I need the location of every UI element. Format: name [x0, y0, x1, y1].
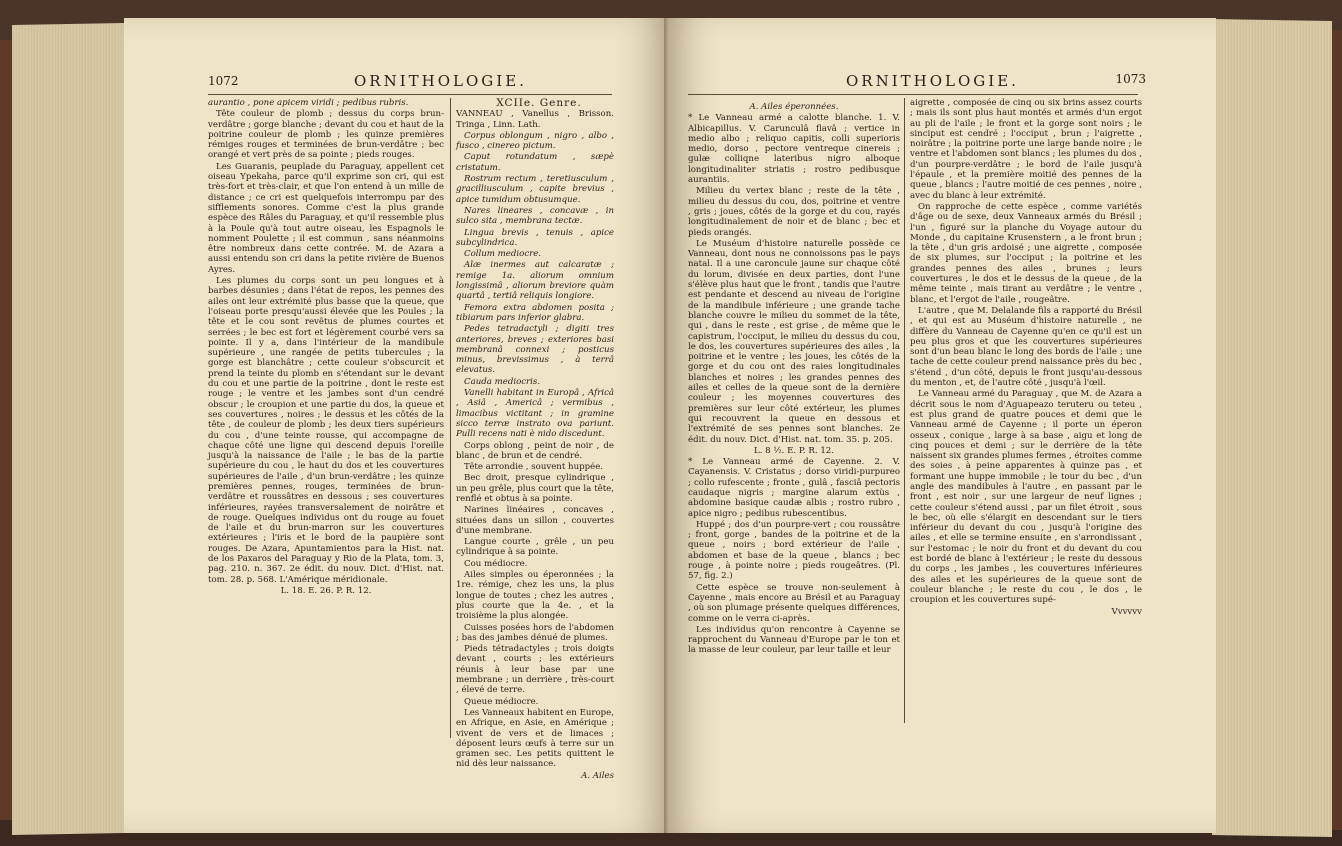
paragraph: Alæ inermes aut calcaratæ ; remige 1a. aliorum omnium longissimâ , aliorum breviore quàm quartâ , tertiâ reliquis longiore.: [456, 260, 614, 302]
column-divider: [904, 98, 905, 723]
paragraph: Caput rotundatum , sæpè cristatum.: [456, 152, 614, 173]
measurements: L. 18. E. 26. P. R. 12.: [280, 585, 372, 596]
paragraph: Cuisses posées hors de l'abdomen ; bas des jambes dénué de plumes.: [456, 622, 614, 643]
paragraph: Cauda mediocris.: [464, 376, 541, 387]
paragraph: L'autre , que M. Delalande fils a rapporté du Brésil , et qui est au Muséum d'histoire naturelle , ne diffère du Vanneau de Cayenne qu'en ce qu'il est un peu plus gros et que les couvertures supérieures sont d'un beau blanc le long des bords de l'aile ; une tache de cette couleur prend naissance près du bec , s'étend , d'un côté, depuis le front jusqu'au-dessous du menton , et, de l'autre côté , jusqu'à l'œil.: [910, 305, 1142, 389]
paragraph: Le Vanneau armé du Paraguay , que M. de Azara a décrit sous le nom d'Aguapeazo teruteru ou teteu , est plus grand de quatre pouces et demi que le Vanneau armé de Cayenne ; il porte un éperon osseux , conique , large à sa base , aigu et long de cinq pouces et demi ; sur le derrière de la tête naissent six grandes plumes fermes , étroites comme des soies , à peine apparentes à quinze pas , et formant une huppe immobile ; le tour du bec , d'un angle des mandibules à l'autre , en passant par le front , est noir , sur une largeur de neuf lignes ; cette couleur s'étend aussi , par un filet étroit , sous le bec, où elle s'élargit en descendant sur le tiers inférieur du devant du cou , jusqu'à l'origine des ailes , et elle se termine ensuite , en s'arrondissant , sur l'estomac ; le noir du front et du devant du cou est bordé de blanc à l'extérieur ; le reste du dessous du corps , les jambes , les couvertures inférieures des ailes et les supérieures de la queue sont de couleur blanche ; le reste du cou , le dos , le croupion et les couvertures supé-: [910, 389, 1142, 606]
left-running-head: ORNITHOLOGIE.: [354, 72, 527, 90]
paragraph: Les individus qu'on rencontre à Cayenne se rapprochent du Vanneau d'Europe par le ton et la masse de leur couleur, par leur taille et leur: [688, 624, 900, 656]
page-edges-right: [1212, 19, 1332, 837]
paragraph: Pedes tetradactyli ; digiti tres anteriores, breves ; exteriores basi membranâ connexi ; posticus minus, brevissimus , à terrâ elevatus.: [456, 324, 614, 376]
page-edges-left: [12, 23, 124, 835]
section-heading: A. Ailes éperonnées.: [749, 102, 839, 112]
paragraph: Nares lineares , concavæ , in sulco sita , membrana tectæ.: [456, 205, 614, 227]
catchword: A. Ailes: [581, 770, 614, 781]
paragraph: Huppé ; dos d'un pourpre-vert ; cou roussâtre ; front, gorge , bandes de la poitrine et de la queue , noirs ; bord extérieur de l'aile , abdomen et base de la queue , blancs ; bec rouge , à pointe noire ; pieds rougeâtres. (Pl. 57, fig. 2.): [688, 519, 900, 582]
column-divider: [450, 98, 451, 738]
right-running-head: ORNITHOLOGIE.: [846, 72, 1019, 90]
left-page: [124, 18, 668, 833]
paragraph: Les plumes du corps sont un peu longues et à barbes désunies ; dans l'état de repos, les pennes des ailes ont leur extrémité plus basse que la queue, que l'oiseau porte presqu'aussi élevée que les Poules ; la tête et le cou sont revêtus de plumes courtes et serrées ; le bec est fort et légèrement courbé vers sa pointe. Il y a, dans l'intérieur de la mandibule supérieure , une rangée de petits tubercules ; la gorge est blanchâtre ; cette couleur s'obscurcit et prend la teinte du plomb en s'étendant sur le devant du cou et une partie de la poitrine , dont le reste est rouge ; le ventre et les jambes sont d'un cendré obscur ; le croupion et une partie du dos, la queue et ses couvertures , noires ; le dessus et les côtés de la tête , de couleur de plomb ; les deux tiers supérieurs du cou , d'une teinte rousse, qui accompagne de chaque côté une ligne qui descend depuis l'oreille jusqu'à la naissance de l'aile ; le bas de la partie supérieure du cou , le haut du dos et les couvertures supérieures de l'aile , d'un brun-verdâtre ; les quinze premières pennes, rouges, terminées de brun-verdâtre et roussâtres en dessous ; ses couvertures inférieures, rayées transversalement de noirâtre et de rouge. Quelques individus ont du rouge au fouet de l'aile et du brun-marron sur les couvertures extérieures ; l'iris et le bord de la paupière sont rouges. De Azara, Apuntamientos para la Hist. nat. de los Paxaros del Paraguay y Rio de la Plata, tom. 3, pag. 210. n. 367. 2e édit. du nouv. Dict. d'Hist. nat. tom. 28. p. 568. L'Amérique méridionale.: [208, 276, 444, 585]
paragraph: Queue médiocre.: [464, 696, 539, 707]
paragraph: Milieu du vertex blanc ; reste de la tête , milieu du dessus du cou, dos, poitrine et ventre , gris ; joues, côtés de la gorge et du cou, rayés longitudinalement de noir et de blanc ; bec et pieds orangés.: [688, 186, 900, 238]
paragraph: Pieds tétradactyles ; trois doigts devant , courts ; les extérieurs réunis à leur base par une membrane ; un derrière , très-court , élevé de terre.: [456, 644, 614, 696]
paragraph: On rapproche de cette espèce , comme variétés d'âge ou de sexe, deux Vanneaux armés du Brésil ; l'un , figuré sur la planche du Voyage autour du Monde , du capitaine Krusenstern , a le front brun ; la tête , d'un gris ardoisé ; une aigrette , composée de six plumes, sur l'occiput ; la poitrine et les grandes pennes des ailes , brunes ; leurs couvertures , le dos et le dessus de la queue , de la même teinte , mais tirant au verdâtre ; le ventre , blanc, et l'ergot de l'aile , rougeâtre.: [910, 201, 1142, 305]
left-head-rule: [208, 94, 612, 95]
paragraph: Femora extra abdomen posita ; tibiarum pars inferior glabra.: [456, 302, 614, 323]
paragraph: aurantio , pone apicem viridi ; pedibus rubris.: [208, 98, 409, 108]
paragraph: Cou médiocre.: [464, 558, 528, 569]
paragraph: Corps oblong , peint de noir , de blanc , de brun et de cendré.: [456, 440, 614, 461]
paragraph: Lingua brevis , tenuis , apice subcylindrica.: [456, 227, 614, 248]
right-column-2: [910, 98, 1142, 618]
paragraph: Vanelli habitant in Europâ , Africâ , Asiâ , Americâ ; vermibus , limacibus victitant ; in gramine sicco terræ instrato ova pariunt. Pulli recens nati è nido discedunt.: [456, 388, 614, 440]
paragraph: Tête couleur de plomb ; dessus du corps brun-verdâtre ; gorge blanche ; devant du cou et haut de la poitrine couleur de plomb ; les quinze premières rémiges rouges et terminées de brun-verdâtre ; bec orangé et vert près de sa pointe ; pieds rouges.: [208, 109, 444, 161]
paragraph: Rostrum rectum , teretiusculum , gracilliusculum , capite brevius , apice tumidum obtusumque.: [456, 174, 614, 205]
paragraph: Cette espèce se trouve non-seulement à Cayenne , mais encore au Brésil et au Paraguay , où son plumage présente quelques différences, comme on le verra ci-après.: [688, 582, 900, 624]
measurements: L. 8 ½. E. P. R. 12.: [753, 445, 834, 456]
paragraph: Collum mediocre.: [464, 249, 542, 260]
paragraph: Bec droit, presque cylindrique , un peu grêle, plus court que la tête, renflé et obtus à sa pointe.: [456, 473, 614, 504]
genus-heading: VANNEAU , Vanellus , Brisson. Tringa , Linn. Lath.: [456, 109, 614, 130]
right-column-1: [688, 102, 900, 657]
genre-title: XCIIe. Genre.: [496, 97, 582, 109]
species-heading: * Le Vanneau armé de Cayenne. 2. V. Cayanensis. V. Cristatus ; dorso viridi-purpureo ; collo rufescente ; fronte , gulâ , fasciâ pectoris caudaque nigris ; margine alarum extùs , abdomine basique caudæ albis ; rostro rubro , apice nigro ; pedibus rubescentibus.: [688, 457, 900, 519]
paragraph: aigrette , composée de cinq ou six brins assez courts ; mais ils sont plus haut montés et armés d'un ergot au pli de l'aile ; le front et la gorge sont noirs ; le sinciput est cendré ; l'occiput , brun ; l'aigrette , noirâtre ; la poitrine porte une large bande noire ; le ventre et l'abdomen sont blancs ; les plumes du dos , d'un pourpre-verdâtre ; le bord de l'aile jusqu'à l'épaule , et la première moitié des pennes de la queue , blancs ; l'autre moitié de ces pennes , noire , avec du blanc à leur extrémité.: [910, 98, 1142, 201]
paragraph: Le Muséum d'histoire naturelle possède ce Vanneau, dont nous ne connoissons pas le pays natal. Il a une caroncule jaune sur chaque côté du lorum, divisée en deux parties, dont l'une s'élève plus haut que le front , tandis que l'autre est pendante et descend au niveau de l'origine de la mandibule inférieure ; une grande tache blanche couvre le milieu du sommet de la tête, qui , dans le reste , est grise , de même que le capistrum, l'occiput, le milieu du dessus du cou, le dos, les couvertures supérieures des ailes , la poitrine et le ventre ; les joues, les côtés de la gorge et du cou ont des raies longitudinales blanches et noires ; les grandes pennes des ailes et celles de la queue sont de la dernière couleur ; les moyennes couvertures des premières sur leur côté extérieur, les plumes qui recouvrent la queue en dessous et l'extrémité de ses pennes sont blanches. 2e édit. du nouv. Dict. d'Hist. nat. tom. 35. p. 205.: [688, 238, 900, 445]
left-column-2: [456, 98, 614, 782]
paragraph: Ailes simples ou éperonnées ; la 1re. rémige, chez les uns, la plus longue de toutes ; chez les autres , plus courte que la 4e. , et la troisième la plus alongée.: [456, 570, 614, 622]
right-page: [668, 18, 1216, 833]
right-head-rule: [688, 94, 1138, 95]
paragraph: Langue courte , grêle , un peu cylindrique à sa pointe.: [456, 537, 614, 558]
right-page-number: 1073: [1115, 72, 1146, 86]
paragraph: Les Guaranis, peuplade du Paraguay, appellent cet oiseau Ypekaha, parce qu'il exprime son cri, qui est très-fort et très-clair, et que l'on entend à un mille de distance ; ce cri est quelquefois interrompu par des sifflements sonores. Comme c'est la plus grande espèce des Râles du Paraguay, et qu'il ressemble plus à la Poule qu'à tout autre oiseau, les Espagnols le nomment Poulette ; il est commun , sans néanmoins être nombreux dans cette contrée. M. de Azara a aussi entendu son cri dans la petite rivière de Buenos Ayres.: [208, 161, 444, 275]
printer-signature: Vvvvvv: [1111, 606, 1142, 617]
species-heading: * Le Vanneau armé a calotte blanche. 1. V. Albicapillus. V. Carunculâ flavâ ; vertice in medio albo ; reliquo capitis, colli superioris medio, dorso , pectore ventreque cinereis ; gulæ colliqne lateribus nigro alboque longitudinaliter striatis ; rostro pedibusque aurantiis.: [688, 113, 900, 186]
left-page-number: 1072: [208, 74, 239, 88]
paragraph: Les Vanneaux habitent en Europe, en Afrique, en Asie, en Amérique ; vivent de vers et de limaces ; déposent leurs œufs à terre sur un gramen sec. Les petits quittent le nid dès leur naissance.: [456, 707, 614, 770]
paragraph: Narines linéaires , concaves , situées dans un sillon , couvertes d'une membrane.: [456, 505, 614, 536]
left-column-1: [208, 98, 444, 597]
paragraph: Tête arrondie , souvent huppée.: [464, 462, 604, 473]
paragraph: Corpus oblongum , nigro , albo , fusco , cinereo pictum.: [456, 130, 614, 152]
